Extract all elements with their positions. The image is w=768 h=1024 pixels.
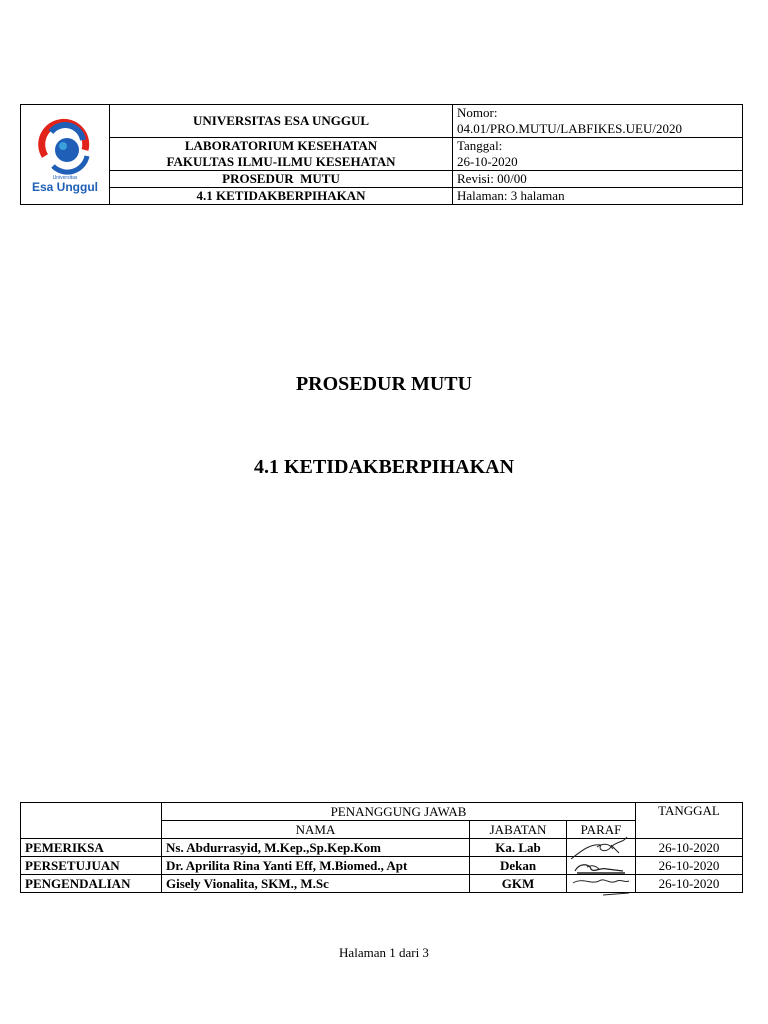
row-position: GKM: [470, 875, 567, 893]
row-date: 26-10-2020: [636, 875, 743, 893]
row-name: Gisely Vionalita, SKM., M.Sc: [162, 875, 470, 893]
table-row: [21, 839, 743, 857]
row-role: PERSETUJUAN: [21, 857, 162, 875]
row-role: PENGENDALIAN: [21, 875, 162, 893]
row-date: 26-10-2020: [636, 857, 743, 875]
logo-small-text: Universitas: [52, 174, 78, 181]
row-name: Dr. Aprilita Rina Yanti Eff, M.Biomed., Apt: [162, 857, 470, 875]
row-position: Ka. Lab: [470, 839, 567, 857]
doc-type: PROSEDUR MUTU: [110, 171, 453, 188]
col-position-header: JABATAN: [470, 821, 567, 839]
row-position: Dekan: [470, 857, 567, 875]
tanggal-cell: [453, 138, 743, 171]
page-title: PROSEDUR MUTU: [295, 373, 473, 395]
row-date: 26-10-2020: [636, 839, 743, 857]
nomor-cell: [453, 105, 743, 138]
logo-cell: [21, 105, 110, 205]
esa-unggul-logo: [23, 110, 107, 200]
blank-corner-cell: [21, 803, 162, 839]
tanggal-value: 26-10-2020: [457, 154, 518, 169]
nomor-value: 04.01/PRO.MUTU/LABFIKES.UEU/2020: [457, 121, 682, 136]
signature-cell: [567, 857, 636, 875]
lab-line-1: LABORATORIUM KESEHATAN: [184, 138, 378, 153]
lab-name-cell: [110, 138, 453, 171]
col-name-header: NAMA: [162, 821, 470, 839]
responsibility-table: [20, 802, 743, 893]
date-header: TANGGAL: [636, 803, 743, 839]
nomor-label: Nomor:: [457, 105, 498, 120]
page-subtitle: 4.1 KETIDAKBERPIHAKAN: [253, 456, 515, 478]
university-name: UNIVERSITAS ESA UNGGUL: [110, 105, 453, 138]
col-signature-header: PARAF: [567, 821, 636, 839]
doc-title: 4.1 KETIDAKBERPIHAKAN: [110, 188, 453, 205]
document-header-table: [20, 104, 743, 205]
table-row: [21, 857, 743, 875]
tanggal-label: Tanggal:: [457, 138, 503, 153]
signature-cell: [567, 839, 636, 857]
signature-cell: [567, 875, 636, 893]
signature-3: [567, 875, 635, 899]
halaman: Halaman: 3 halaman: [453, 188, 743, 205]
row-role: PEMERIKSA: [21, 839, 162, 857]
page-footer: Halaman 1 dari 3: [339, 945, 429, 960]
revisi: Revisi: 00/00: [453, 171, 743, 188]
table-row: [21, 875, 743, 893]
logo-text: Esa Unggul: [31, 179, 99, 194]
lab-line-2: FAKULTAS ILMU-ILMU KESEHATAN: [166, 154, 396, 169]
group-header: PENANGGUNG JAWAB: [162, 803, 636, 821]
row-name: Ns. Abdurrasyid, M.Kep.,Sp.Kep.Kom: [162, 839, 470, 857]
